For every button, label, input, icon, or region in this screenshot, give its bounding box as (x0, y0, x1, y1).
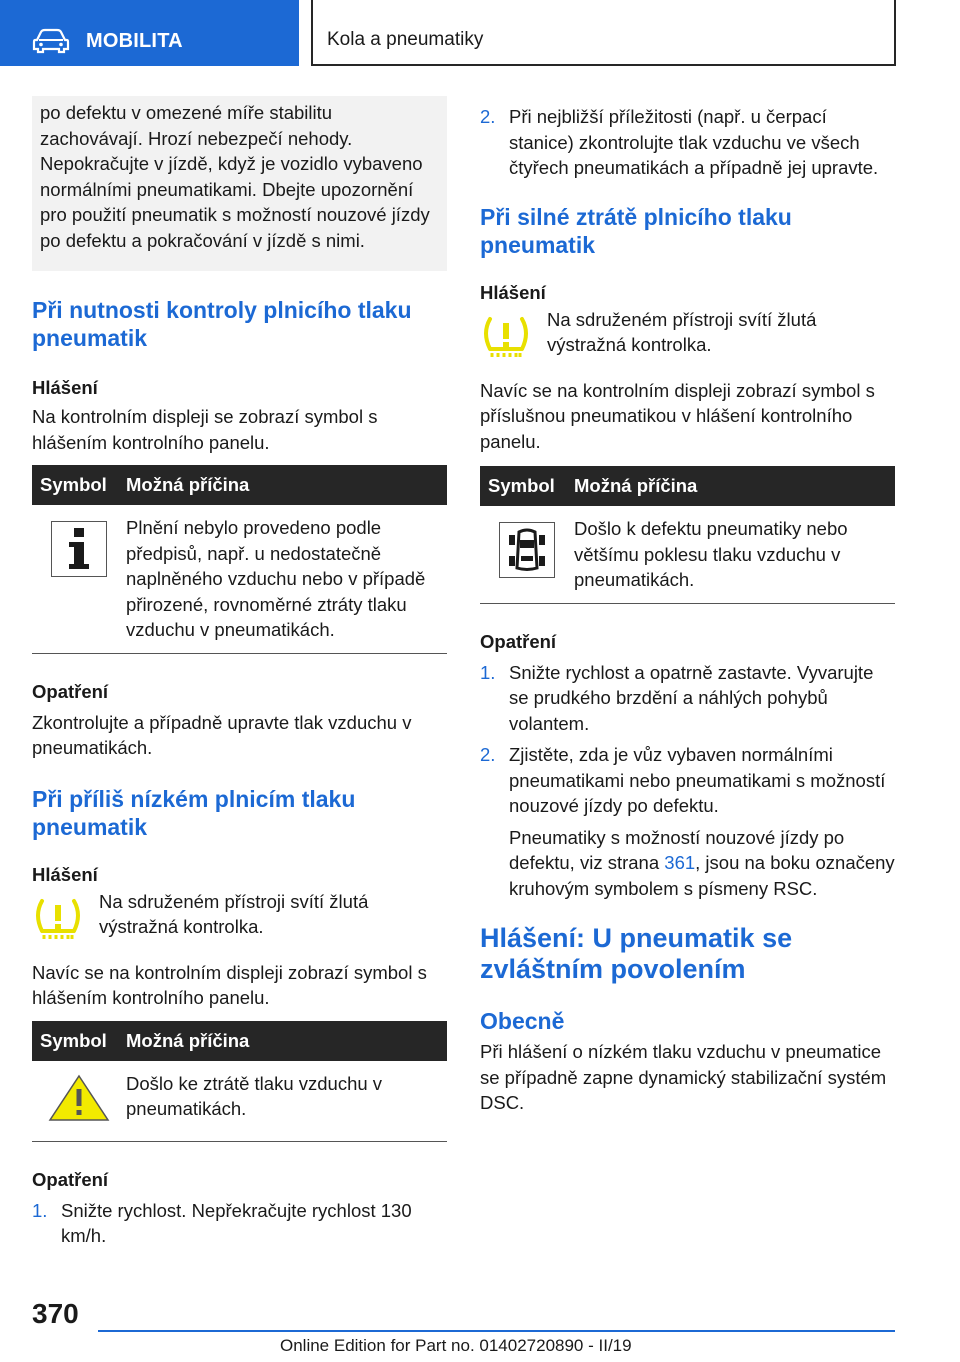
action-steps (32, 1198, 447, 1249)
message-text: Na kontrolním displeji se zobrazí symbol s hlášením kontrolního panelu. (32, 406, 378, 453)
heading-check-pressure: Při nutnosti kontroly plnicího tlaku pneumatik (32, 297, 412, 351)
symbol-table-1 (32, 465, 447, 654)
warning-light-message (480, 307, 895, 364)
table-header (32, 465, 447, 505)
column-cause: Možná příčina (126, 474, 250, 495)
warning-text: po defektu v omezené míře stabilitu zachovávají. Hrozí nebezpečí nehody. Nepokračujte v jízdě, když je vozidlo vybaveno normálními pneumatikami. Dbejte upozornění pro použití pneumatik s možností nouzové jízdy po defektu a pokračování v jízdě s nimi. (40, 102, 430, 251)
list-item: 2. Zjistěte, zda je vůz vybaven normálními pneumatikami nebo pneumatikami s možností nouzové jízdy po defektu. (480, 744, 886, 816)
action-label: Opatření (480, 630, 557, 652)
list-item: 2. Při nejbližší příležitosti (např. u čerpací stanice) zkontrolujte tlak vzduchu ve všech čtyřech pneumatikách a případně jej upravte. (480, 106, 879, 178)
column-symbol: Symbol (40, 474, 107, 495)
message-label: Hlášení (32, 377, 98, 398)
left-column (32, 96, 447, 1249)
message-text-extra: Navíc se na kontrolním displeji zobrazí symbol s hlášením kontrolního panelu. (32, 961, 427, 1008)
section-tab (0, 0, 299, 66)
list-item: 1. Snižte rychlost a opatrně zastavte. Vyvarujte se prudkého brzdění a náhlých pohybů volantem. (480, 661, 874, 734)
column-cause: Možná příčina (574, 475, 698, 496)
section-label: MOBILITA (86, 30, 183, 52)
warning-box (32, 96, 447, 271)
table-row (32, 505, 447, 653)
table-row (480, 506, 895, 603)
table-header (480, 466, 895, 506)
heading-strong-loss: Při silné ztrátě plnicího tlaku pneumatik (480, 203, 792, 258)
action-label: Opatření (32, 1168, 109, 1190)
column-symbol: Symbol (488, 475, 555, 496)
message-text-extra: Navíc se na kontrolním displeji zobrazí symbol s příslušnou pneumatikou v hlášení kontrolního panelu. (480, 379, 875, 452)
message-text: Na sdruženém přístroji svítí žlutá výstražná kontrolka. (99, 890, 369, 937)
symbol-table-3 (480, 466, 895, 604)
chapter-header (311, 0, 896, 66)
message-text: Na sdruženém přístroji svítí žlutá výstražná kontrolka. (547, 308, 817, 355)
general-text: Při hlášení o nízkém tlaku vzduchu v pneumatice se případně zapne dynamický stabilizační systém DSC. (480, 1041, 887, 1113)
action-label: Opatření (32, 680, 109, 702)
action-steps (480, 660, 895, 819)
cause-text: Došlo k defektu pneumatiky nebo většímu poklesu tlaku vzduchu v pneumatikách. (574, 518, 848, 590)
page-link[interactable]: 361 (664, 852, 696, 873)
symbol-table-2 (32, 1021, 447, 1142)
car-tire-icon (499, 522, 555, 578)
heading-general: Obecně (480, 1008, 565, 1034)
right-column (480, 96, 895, 1116)
warning-triangle-icon (47, 1073, 111, 1123)
edition-text: Online Edition for Part no. 01402720890 - II/19 (280, 1336, 632, 1355)
message-label: Hlášení (32, 863, 98, 885)
step-note: Pneumatiky s možností nouzové jízdy po defektu, viz strana 361, jsou na boku označeny kruhovým symbolem s písmeny RSC. (509, 826, 895, 899)
chapter-title: Kola a pneumatiky (327, 29, 484, 50)
footer-divider (98, 1330, 895, 1332)
car-icon (32, 26, 70, 54)
table-header (32, 1021, 447, 1061)
column-cause: Možná příčina (126, 1029, 250, 1051)
info-icon (51, 521, 107, 577)
cause-text: Došlo ke ztrátě tlaku vzduchu v pneumatikách. (126, 1072, 383, 1119)
message-label: Hlášení (480, 281, 546, 303)
table-row (32, 1061, 447, 1141)
action-text: Zkontrolujte a případně upravte tlak vzduchu v pneumatikách. (32, 711, 412, 758)
tire-pressure-warning-icon (32, 897, 84, 941)
warning-light-message (32, 889, 447, 946)
heading-low-pressure: Při příliš nízkém plnicím tlaku pneumatik (32, 785, 356, 840)
tire-pressure-warning-icon (480, 315, 532, 359)
heading-special-tires: Hlášení: U pneumatik se zvláštním povolením (480, 923, 793, 984)
column-symbol: Symbol (40, 1029, 107, 1051)
cause-text: Plnění nebylo provedeno podle předpisů, např. u nedostatečně naplněného vzduchu nebo v případě přirozené, rovnoměrné ztráty tlaku vzduchu v pneumatikách. (126, 517, 426, 640)
list-item: 1. Snižte rychlost. Nepřekračujte rychlost 130 km/h. (32, 1199, 412, 1246)
page-number: 370 (32, 1298, 79, 1329)
action-steps-continued (480, 104, 895, 181)
